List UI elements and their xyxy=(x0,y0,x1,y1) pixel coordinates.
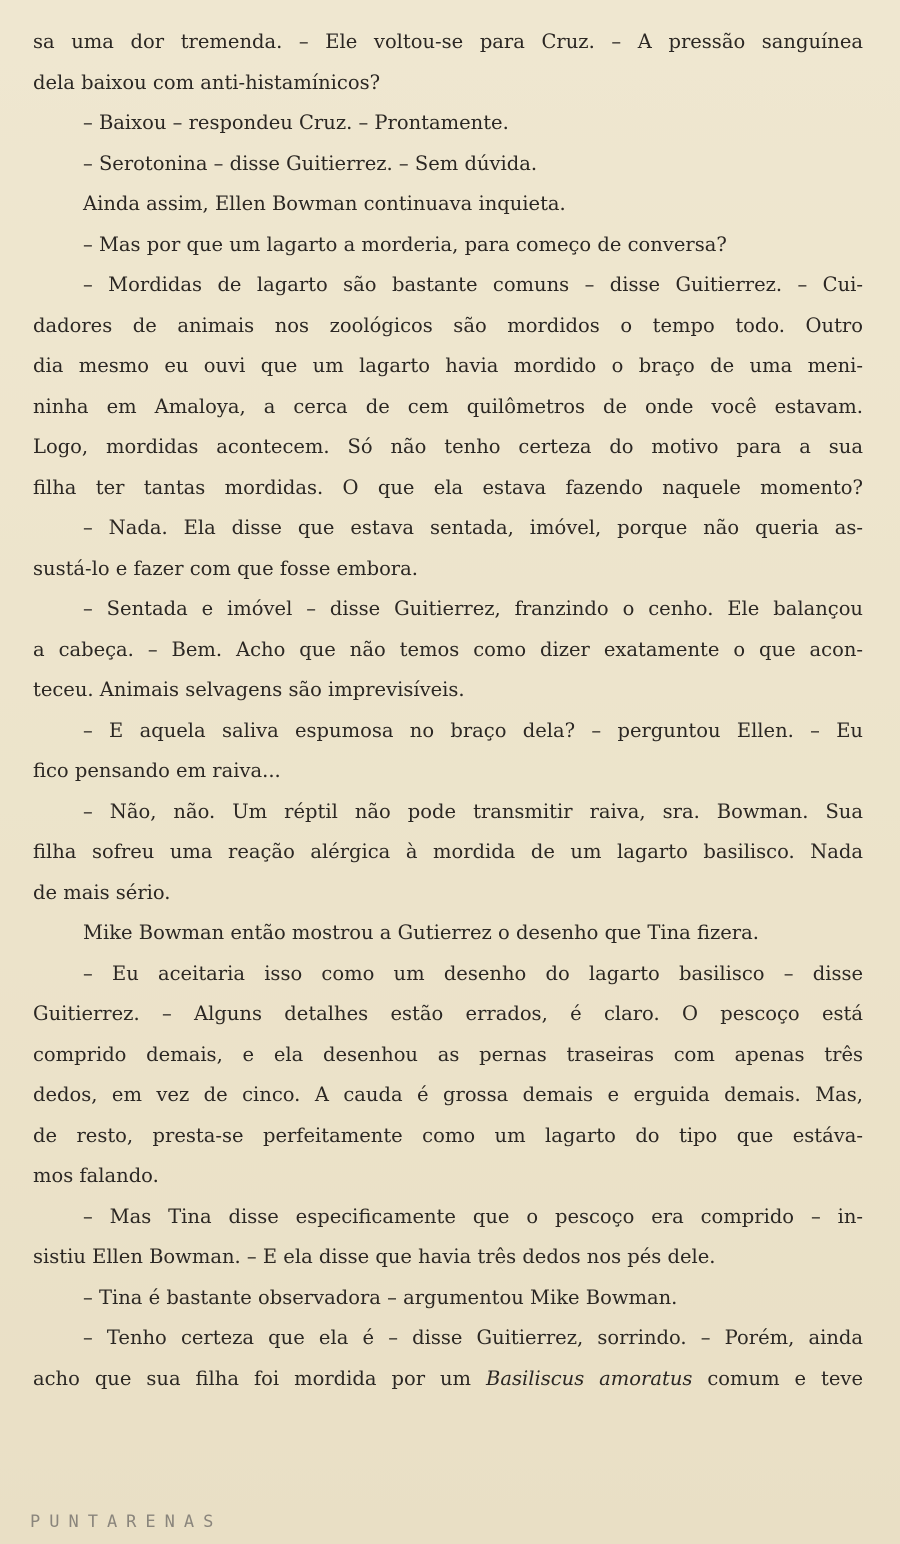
text-line: – Tenho certeza que ela é – disse Guitierrez, sorrindo. – Porém, ainda xyxy=(83,1326,863,1349)
text-line: fico pensando em raiva... xyxy=(33,759,281,782)
text-line: dela baixou com anti-histamínicos? xyxy=(33,70,381,94)
text-line: teceu. Animais selvagens são imprevisíveis. xyxy=(33,678,465,701)
text-line: dedos, em vez de cinco. A cauda é grossa demais e erguida demais. Mas, xyxy=(33,1083,863,1106)
text-line: sustá-lo e fazer com que fosse embora. xyxy=(33,556,418,580)
text-line: ninha em Amaloya, a cerca de cem quilômetros de onde você estavam. xyxy=(33,394,863,418)
text-line: sistiu Ellen Bowman. – E ela disse que havia três dedos nos pés dele. xyxy=(33,1245,716,1268)
text-line: – Mas por que um lagarto a morderia, para começo de conversa? xyxy=(83,232,727,256)
text-line: – E aquela saliva espumosa no braço dela? – perguntou Ellen. – Eu xyxy=(83,718,863,742)
text-line: filha sofreu uma reação alérgica à mordida de um lagarto basilisco. Nada xyxy=(33,840,863,863)
text-line: – Nada. Ela disse que estava sentada, imóvel, porque não queria as- xyxy=(83,516,863,539)
text-line: – Sentada e imóvel – disse Guitierrez, franzindo o cenho. Ele balançou xyxy=(83,597,863,620)
text-line: dia mesmo eu ouvi que um lagarto havia mordido o braço de uma meni- xyxy=(33,354,863,377)
text-line: de mais sério. xyxy=(33,880,171,904)
text-line: comprido demais, e ela desenhou as pernas traseiras com apenas três xyxy=(33,1042,863,1066)
running-footer-title: PUNTARENAS xyxy=(30,1512,223,1532)
text-run: acho que sua filha foi mordida por um xyxy=(33,1366,487,1390)
text-line: a cabeça. – Bem. Acho que não temos como dizer exatamente o que acon- xyxy=(33,637,863,661)
text-run: comum e teve xyxy=(692,1366,863,1390)
text-line: dadores de animais nos zoológicos são mordidos o tempo todo. Outro xyxy=(33,313,863,337)
text-line: – Eu aceitaria isso como um desenho do lagarto basilisco – disse xyxy=(83,961,863,985)
text-line: – Mas Tina disse especificamente que o pescoço era comprido – in- xyxy=(83,1204,863,1228)
text-line: de resto, presta-se perfeitamente como um lagarto do tipo que estáva- xyxy=(33,1123,863,1147)
text-line: – Não, não. Um réptil não pode transmitir raiva, sra. Bowman. Sua xyxy=(83,799,863,823)
text-line: – Baixou – respondeu Cruz. – Prontamente. xyxy=(83,111,509,134)
text-line: filha ter tantas mordidas. O que ela estava fazendo naquele momento? xyxy=(33,475,863,499)
text-line: Guitierrez. – Alguns detalhes estão errados, é claro. O pescoço está xyxy=(33,1002,863,1025)
body-text xyxy=(33,22,863,1399)
text-line: mos falando. xyxy=(33,1164,159,1187)
species-name-italic: Basiliscus amoratus xyxy=(486,1366,693,1390)
text-line: – Tina é bastante observadora – argumentou Mike Bowman. xyxy=(83,1285,678,1309)
text-line: sa uma dor tremenda. – Ele voltou-se para Cruz. – A pressão sanguínea xyxy=(33,30,863,53)
text-line: – Mordidas de lagarto são bastante comuns – disse Guitierrez. – Cui- xyxy=(83,273,863,296)
text-line: – Serotonina – disse Guitierrez. – Sem dúvida. xyxy=(83,151,538,175)
text-line: Mike Bowman então mostrou a Gutierrez o desenho que Tina fizera. xyxy=(83,921,759,944)
text-line: Ainda assim, Ellen Bowman continuava inquieta. xyxy=(83,192,566,215)
text-line: Logo, mordidas acontecem. Só não tenho certeza do motivo para a sua xyxy=(33,435,863,458)
text-line-last xyxy=(33,1359,863,1400)
